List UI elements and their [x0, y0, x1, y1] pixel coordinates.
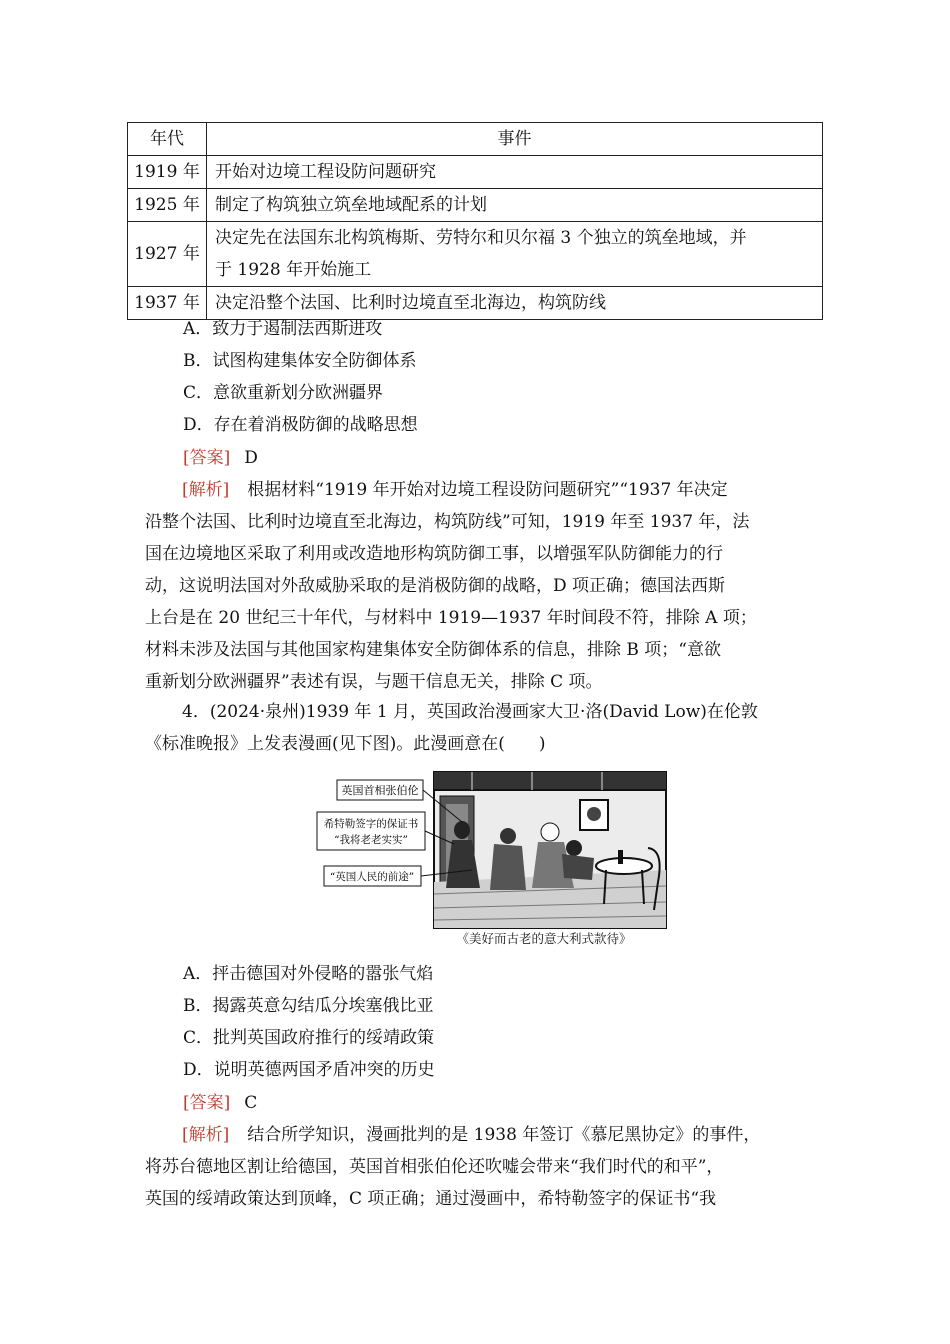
q3-analysis	[145, 474, 815, 698]
q3-option-a: A．致力于遏制法西斯进攻	[183, 319, 383, 339]
q4-option-d: D．说明英德两国矛盾冲突的历史	[183, 1060, 435, 1080]
q4-analysis	[145, 1119, 815, 1215]
answer-value: D	[244, 448, 258, 468]
table-row	[128, 222, 823, 287]
analysis-tag: [解析]	[182, 480, 230, 500]
event-cell: 开始对边境工程设防问题研究	[207, 156, 823, 189]
event-line: 决定先在法国东北构筑梅斯、劳特尔和贝尔福 3 个独立的筑垒地域，并	[215, 228, 747, 248]
year-cell: 1919 年	[128, 156, 207, 189]
q4-answer	[183, 1087, 257, 1119]
q4-option-a: A．抨击德国对外侵略的嚣张气焰	[183, 964, 434, 984]
event-cell	[207, 222, 823, 287]
label-chamberlain: 英国首相张伯伦	[341, 784, 419, 797]
analysis-line: 将苏台德地区割让给德国，英国首相张伯伦还吹嘘会带来“我们时代的和平”，	[145, 1157, 724, 1177]
analysis-line: [解析] 结合所学知识，漫画批判的是 1938 年签订《慕尼黑协定》的事件，	[182, 1125, 761, 1145]
table-header-row	[128, 123, 823, 156]
label-british-future: “英国人民的前途”	[329, 871, 415, 883]
q3-answer	[183, 442, 258, 474]
q4-option-b: B．揭露英意勾结瓜分埃塞俄比亚	[183, 996, 434, 1016]
analysis-line: 动，这说明法国对外敌威胁采取的是消极防御的战略，D 项正确；德国法西斯	[145, 576, 726, 596]
header-year: 年代	[128, 123, 207, 156]
events-table	[127, 122, 823, 320]
cartoon-caption: 《美好而古老的意大利式款待》	[456, 931, 632, 946]
analysis-line: 材料未涉及法国与其他国家构建集体安全防御体系的信息，排除 B 项；“意欲	[145, 640, 721, 660]
event-line: 于 1928 年开始施工	[215, 260, 372, 280]
event-cell: 决定沿整个法国、比利时边境直至北海边，构筑防线	[207, 287, 823, 320]
q4-stem	[145, 696, 815, 760]
q3-option-d: D．存在着消极防御的战略思想	[183, 415, 418, 435]
political-cartoon	[312, 770, 668, 930]
event-cell: 制定了构筑独立筑垒地域配系的计划	[207, 189, 823, 222]
q3-option-b: B．试图构建集体安全防御体系	[183, 351, 417, 371]
analysis-line: 重新划分欧洲疆界”表述有误，与题干信息无关，排除 C 项。	[145, 672, 603, 692]
year-cell: 1927 年	[128, 222, 207, 287]
stem-line: 4．(2024·泉州)1939 年 1 月，英国政治漫画家大卫·洛(David Low)在伦敦	[182, 702, 758, 722]
header-event: 事件	[207, 123, 823, 156]
analysis-line: 国在边境地区采取了利用或改造地形构筑防御工事，以增强军队防御能力的行	[145, 544, 723, 564]
table-row	[128, 189, 823, 222]
cartoon-illustration	[312, 770, 668, 930]
answer-value: C	[244, 1093, 258, 1113]
analysis-line: 沿整个法国、比利时边境直至北海边，构筑防线”可知，1919 年至 1937 年，法	[145, 512, 750, 532]
table-row	[128, 156, 823, 189]
analysis-tag: [解析]	[182, 1125, 230, 1145]
q4-option-c: C．批判英国政府推行的绥靖政策	[183, 1028, 435, 1048]
analysis-line: 上台是在 20 世纪三十年代，与材料中 1919—1937 年时间段不符，排除 A 项；	[145, 608, 757, 628]
analysis-line: [解析] 根据材料“1919 年开始对边境工程设防问题研究”“1937 年决定	[182, 480, 728, 500]
answer-tag: [答案]	[183, 448, 231, 468]
label-guarantee-line2: “我将老老实实”	[334, 834, 408, 846]
year-cell: 1925 年	[128, 189, 207, 222]
q3-option-c: C．意欲重新划分欧洲疆界	[183, 383, 384, 403]
label-guarantee-line1: 希特勒签字的保证书	[323, 818, 419, 830]
year-cell: 1937 年	[128, 287, 207, 320]
analysis-line: 英国的绥靖政策达到顶峰，C 项正确；通过漫画中，希特勒签字的保证书“我	[145, 1189, 717, 1209]
answer-tag: [答案]	[183, 1093, 231, 1113]
stem-line: 《标准晚报》上发表漫画(见下图)。此漫画意在( )	[145, 734, 546, 754]
